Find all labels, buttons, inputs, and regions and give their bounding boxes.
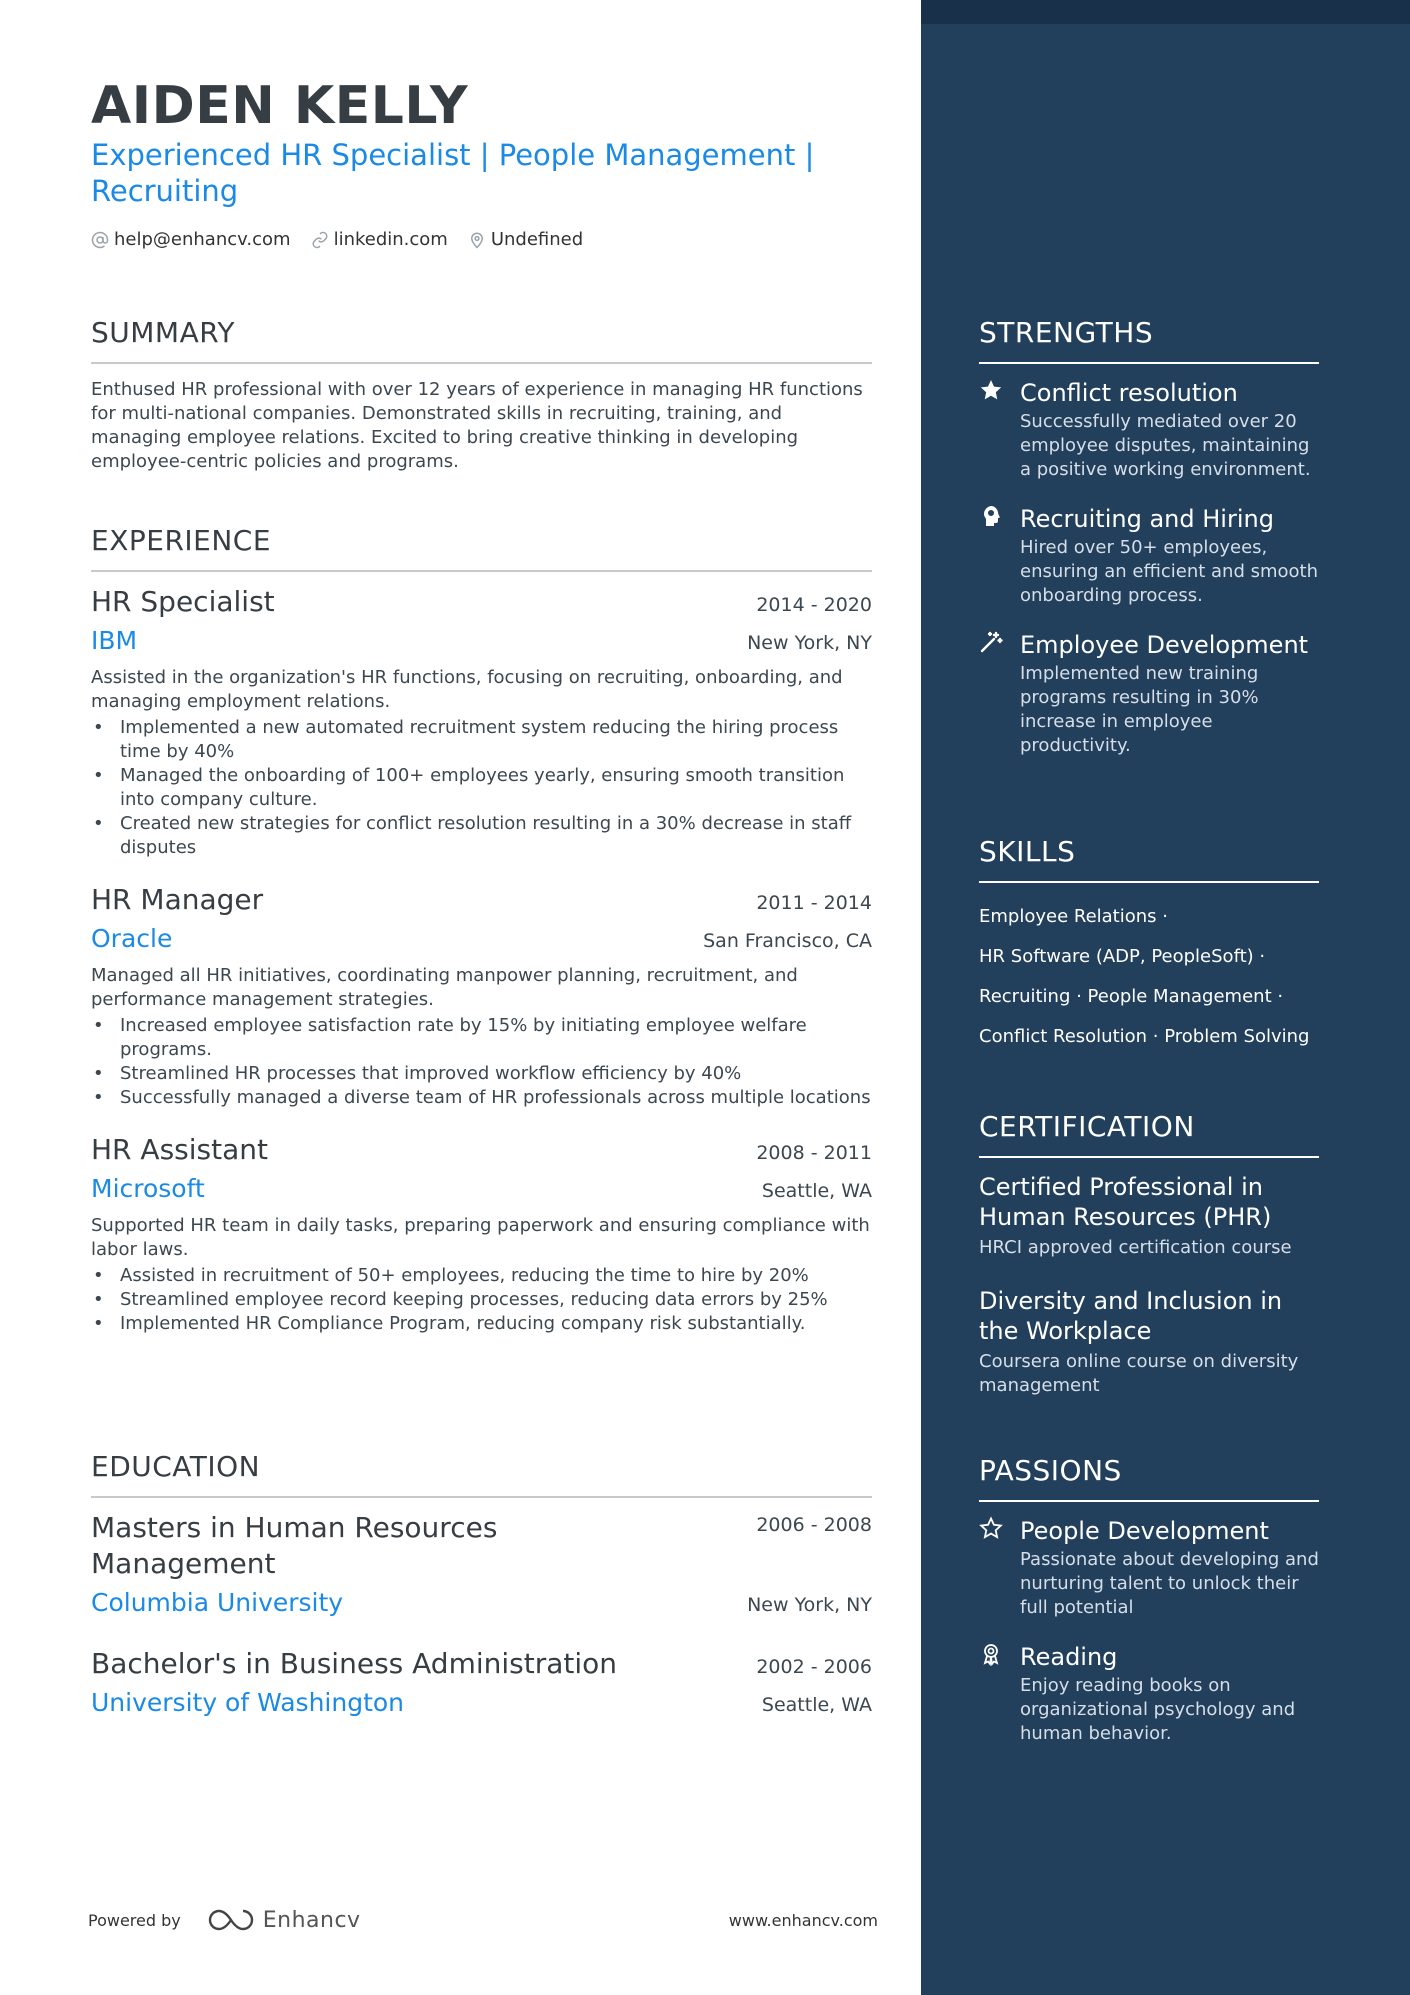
job-dates: 2014 - 2020 bbox=[756, 594, 872, 616]
link-icon bbox=[311, 231, 329, 249]
education-dates: 2002 - 2006 bbox=[756, 1656, 872, 1678]
certification-text: HRCI approved certification course bbox=[979, 1237, 1292, 1258]
passion-title: Reading bbox=[1020, 1643, 1118, 1671]
skill-line: HR Software (ADP, PeopleSoft) · bbox=[979, 946, 1266, 967]
job-bullet: • Implemented HR Compliance Program, reducing company risk substantially. bbox=[91, 1312, 872, 1336]
passion-title: People Development bbox=[1020, 1517, 1269, 1545]
certification-name: Diversity and Inclusion in the Workplace bbox=[979, 1287, 1283, 1345]
head-icon bbox=[979, 504, 1003, 528]
experience-title: EXPERIENCE bbox=[91, 522, 872, 572]
job-dates: 2011 - 2014 bbox=[756, 892, 872, 914]
job-bullet: • Streamlined employee record keeping processes, reducing data errors by 25% bbox=[91, 1288, 872, 1312]
job-role: HR Assistant bbox=[91, 1133, 268, 1166]
job-entry bbox=[91, 584, 872, 860]
skills-title: SKILLS bbox=[979, 833, 1319, 883]
job-company: Oracle bbox=[91, 924, 173, 953]
job-role: HR Manager bbox=[91, 883, 264, 916]
job-bullet: • Increased employee satisfaction rate by 15% by initiating employee welfare programs. bbox=[91, 1014, 872, 1062]
enhancv-logo[interactable] bbox=[207, 1907, 361, 1933]
education-dates: 2006 - 2008 bbox=[756, 1514, 872, 1536]
at-icon bbox=[91, 231, 109, 249]
job-bullet: • Streamlined HR processes that improved workflow efficiency by 40% bbox=[91, 1062, 872, 1086]
passion-text: Passionate about developing and nurturing talent to unlock their full potential bbox=[1020, 1549, 1319, 1618]
job-bullet: • Created new strategies for conflict resolution resulting in a 30% decrease in staff disputes bbox=[91, 812, 872, 860]
location-pin-icon bbox=[468, 231, 486, 249]
contact-location bbox=[468, 229, 583, 250]
email-text: help@enhancv.com bbox=[114, 229, 291, 250]
job-description: Managed all HR initiatives, coordinating manpower planning, recruitment, and performance management strategies. bbox=[91, 965, 798, 1010]
certification-item bbox=[979, 1172, 1319, 1260]
education-section bbox=[91, 1448, 872, 1720]
location-text: Undefined bbox=[490, 229, 584, 250]
passions-section bbox=[979, 1452, 1319, 1746]
job-entry bbox=[91, 1132, 872, 1336]
job-location: Seattle, WA bbox=[761, 1180, 872, 1202]
education-entry bbox=[91, 1646, 872, 1720]
education-degree: Bachelor's in Business Administration bbox=[91, 1647, 618, 1680]
job-company: Microsoft bbox=[91, 1174, 205, 1203]
job-bullet: • Managed the onboarding of 100+ employees yearly, ensuring smooth transition into company culture. bbox=[91, 764, 872, 812]
job-bullet: • Assisted in recruitment of 50+ employees, reducing the time to hire by 20% bbox=[91, 1264, 872, 1288]
strength-title: Conflict resolution bbox=[1020, 379, 1238, 407]
strength-text: Hired over 50+ employees, ensuring an efficient and smooth onboarding process. bbox=[1020, 537, 1319, 606]
linkedin-text: linkedin.com bbox=[333, 229, 448, 250]
skills-list bbox=[979, 897, 1319, 1057]
job-location: San Francisco, CA bbox=[703, 930, 872, 952]
job-location: New York, NY bbox=[747, 632, 872, 654]
sidebar-top-band bbox=[921, 0, 1410, 24]
job-bullet: • Implemented a new automated recruitment system reducing the hiring process time by 40% bbox=[91, 716, 872, 764]
sidebar bbox=[921, 0, 1410, 1995]
job-bullet: • Successfully managed a diverse team of HR professionals across multiple locations bbox=[91, 1086, 872, 1110]
job-description: Supported HR team in daily tasks, preparing paperwork and ensuring compliance with labor laws. bbox=[91, 1215, 870, 1260]
skill-line: Conflict Resolution · Problem Solving bbox=[979, 1026, 1310, 1047]
certification-section bbox=[979, 1108, 1319, 1398]
headline: Experienced HR Specialist | People Management | Recruiting bbox=[91, 138, 815, 208]
passions-title: PASSIONS bbox=[979, 1452, 1319, 1502]
strength-text: Implemented new training programs resulting in 30% increase in employee productivity. bbox=[1020, 663, 1259, 756]
summary-title: SUMMARY bbox=[91, 314, 872, 364]
passion-item bbox=[979, 1640, 1319, 1746]
certification-text: Coursera online course on diversity management bbox=[979, 1351, 1299, 1396]
strength-title: Employee Development bbox=[1020, 631, 1309, 659]
certification-title: CERTIFICATION bbox=[979, 1108, 1319, 1158]
powered-by bbox=[88, 1907, 361, 1933]
job-company: IBM bbox=[91, 626, 138, 655]
job-bullets bbox=[91, 1264, 872, 1336]
magic-wand-icon bbox=[979, 630, 1003, 654]
education-degree: Masters in Human Resources Management bbox=[91, 1511, 498, 1580]
job-role: HR Specialist bbox=[91, 585, 275, 618]
strength-item bbox=[979, 376, 1319, 482]
skill-line: Recruiting · People Management · bbox=[979, 986, 1284, 1007]
candidate-name: AIDEN KELLY bbox=[91, 76, 469, 136]
strengths-title: STRENGTHS bbox=[979, 314, 1319, 364]
footer bbox=[88, 1900, 878, 1940]
experience-section bbox=[91, 522, 872, 1336]
passion-item bbox=[979, 1514, 1319, 1620]
footer-website[interactable]: www.enhancv.com bbox=[728, 1910, 878, 1930]
certification-name: Certified Professional in Human Resources (PHR) bbox=[979, 1173, 1272, 1231]
brand-name: Enhancv bbox=[262, 1907, 361, 1933]
education-school: Columbia University bbox=[91, 1588, 344, 1617]
summary-text: Enthused HR professional with over 12 years of experience in managing HR functions for multi-national companies. Demonstrated skills in recruiting, training, and managing employee relations. Excited to bring creative thinking in developing employee-centric policies and programs. bbox=[91, 379, 863, 472]
strength-item bbox=[979, 502, 1319, 608]
skill-line: Employee Relations · bbox=[979, 906, 1168, 927]
contact-linkedin[interactable] bbox=[311, 229, 448, 250]
education-school: University of Washington bbox=[91, 1688, 405, 1717]
education-title: EDUCATION bbox=[91, 1448, 872, 1498]
passion-text: Enjoy reading books on organizational psychology and human behavior. bbox=[1020, 1675, 1296, 1744]
job-bullets bbox=[91, 1014, 872, 1110]
strengths-section bbox=[979, 314, 1319, 758]
star-icon bbox=[979, 378, 1003, 402]
award-icon bbox=[979, 1642, 1003, 1666]
certification-item bbox=[979, 1286, 1319, 1398]
strength-item bbox=[979, 628, 1319, 758]
skills-section bbox=[979, 833, 1319, 1057]
education-location: New York, NY bbox=[747, 1594, 872, 1616]
powered-by-label: Powered by bbox=[88, 1910, 181, 1930]
education-entry bbox=[91, 1510, 872, 1620]
job-entry bbox=[91, 882, 872, 1110]
strength-text: Successfully mediated over 20 employee disputes, maintaining a positive working environment. bbox=[1020, 411, 1311, 480]
education-location: Seattle, WA bbox=[761, 1694, 872, 1716]
summary-section bbox=[91, 314, 872, 474]
star-outline-icon bbox=[979, 1516, 1003, 1540]
job-dates: 2008 - 2011 bbox=[756, 1142, 872, 1164]
infinity-logo-icon bbox=[207, 1907, 255, 1933]
strength-title: Recruiting and Hiring bbox=[1020, 505, 1274, 533]
job-bullets bbox=[91, 716, 872, 860]
contact-bar bbox=[91, 229, 603, 250]
job-description: Assisted in the organization's HR functions, focusing on recruiting, onboarding, and managing employment relations. bbox=[91, 667, 843, 712]
contact-email[interactable] bbox=[91, 229, 291, 250]
